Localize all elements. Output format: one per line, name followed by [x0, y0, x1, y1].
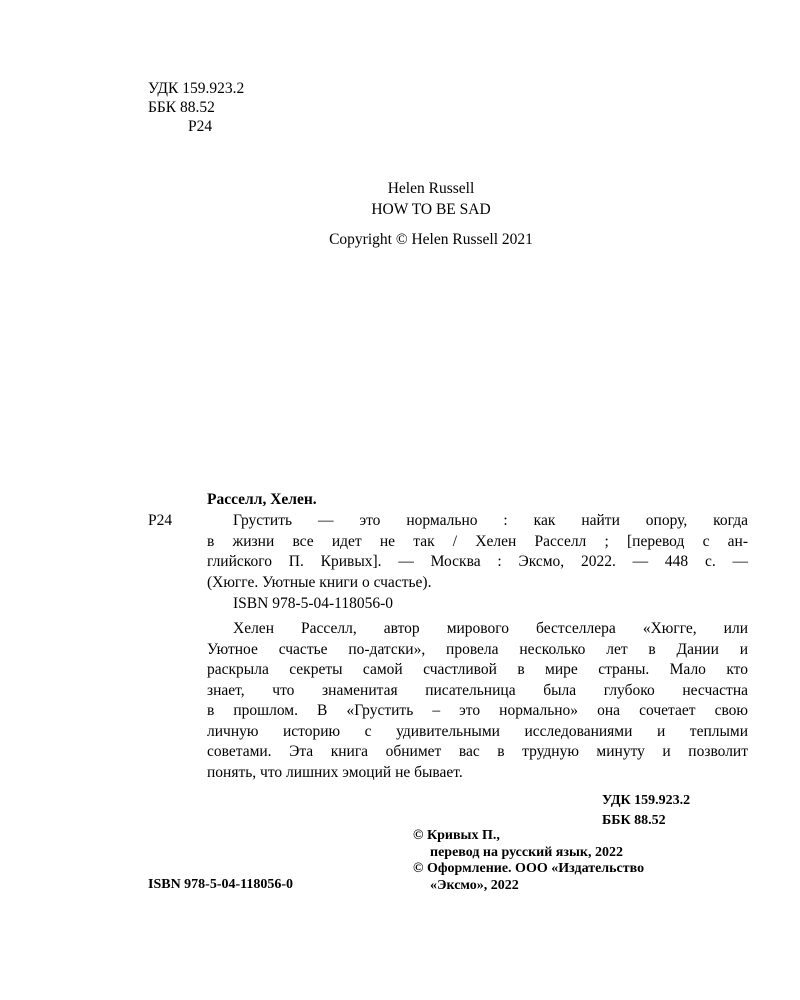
isbn-text: ISBN 978-5-04-118056-0 [148, 877, 294, 892]
annotation-line: Уютное счастье по-датски», провела несколько лет в Дании и [207, 640, 748, 658]
top-classification-codes [148, 79, 244, 136]
annotation-line: в прошлом. В «Грустить – это нормально» она сочетает свою [207, 702, 748, 719]
udk-code: УДК 159.923.2 [602, 793, 691, 808]
translation-copyright: © Кривых П., [413, 828, 500, 843]
bbk-code: ББК 88.52 [602, 813, 666, 828]
description-line: (Хюгге. Уютные книги о счастье). [207, 573, 432, 591]
udk-code: УДК 159.923.2 [148, 80, 245, 97]
annotation-line: личную историю с удивительными исследованиями и теплыми [207, 722, 748, 740]
original-edition-info [0, 178, 800, 250]
bbk-code: ББК 88.52 [148, 99, 215, 116]
original-title: HOW TO BE SAD [371, 201, 491, 218]
annotation [207, 619, 748, 783]
annotation-line: Хелен Расселл, автор мирового бестселлера «Хюгге, или [233, 620, 748, 637]
annotation-line: знает, что знаменитая писательница была глубоко несчастна [207, 681, 748, 699]
design-copyright: © Оформление. ООО «Издательство [413, 861, 645, 876]
original-copyright: Copyright © Helen Russell 2021 [329, 231, 533, 248]
footer-isbn [148, 875, 293, 894]
bottom-classification-codes [602, 791, 690, 831]
catalog-author-mark: Р24 [148, 512, 173, 529]
copyright-notices [413, 828, 644, 894]
annotation-line: понять, что лишних эмоций не бывает. [207, 763, 463, 781]
original-author: Helen Russell [387, 180, 475, 197]
annotation-line: советами. Эта книга обнимет вас в трудную минуту и позволит [207, 743, 748, 760]
description-line: Грустить — это нормально : как найти опору, когда [233, 512, 748, 529]
description-line: глийского П. Кривых]. — Москва : Эксмо, 2022. — 448 с. — [207, 553, 748, 570]
description-line: в жизни все идет не так / Хелен Расселл ; [перевод с ан- [207, 532, 748, 550]
annotation-line: раскрыла секреты самой счастливой в мире страны. Мало кто [207, 661, 748, 678]
catalog-heading: Расселл, Хелен. [207, 491, 317, 508]
translation-copyright-detail: перевод на русский язык, 2022 [430, 844, 623, 860]
catalog-isbn: ISBN 978-5-04-118056-0 [233, 595, 394, 612]
bibliographic-description [207, 511, 748, 593]
author-mark: Р24 [188, 118, 213, 135]
design-copyright-detail: «Эксмо», 2022 [430, 877, 519, 893]
